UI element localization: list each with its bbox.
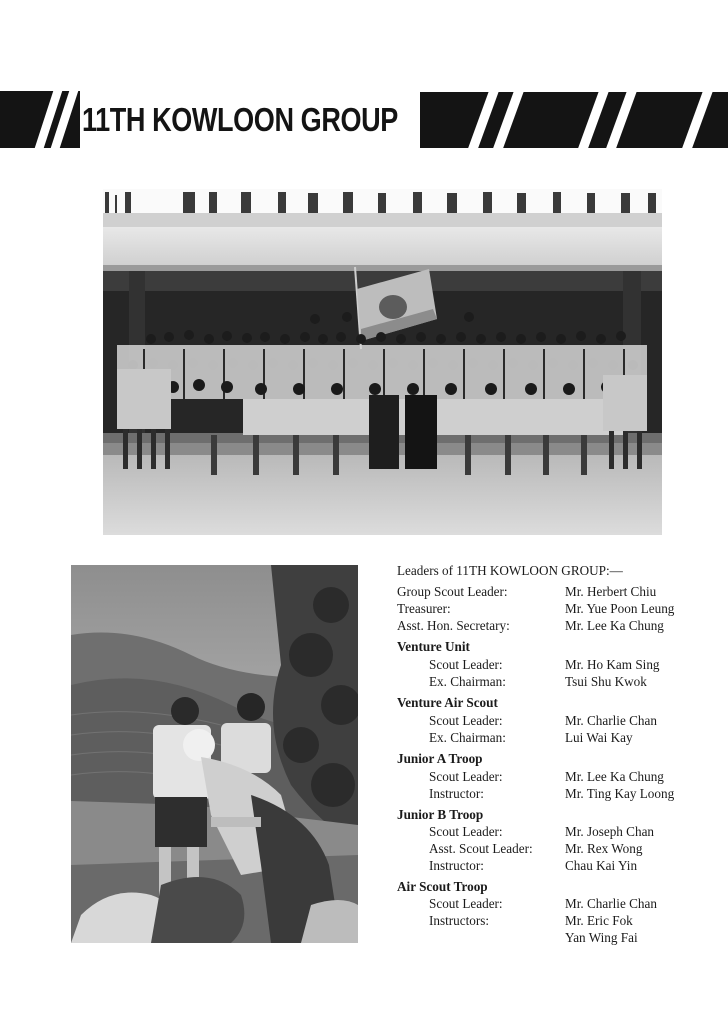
- leader-role: Treasurer:: [397, 601, 451, 616]
- leader-name: Mr. Yue Poon Leung: [565, 601, 675, 616]
- leader-role: Scout Leader:: [429, 657, 503, 672]
- leader-name: Chau Kai Yin: [565, 858, 638, 873]
- leader-row: [397, 674, 717, 691]
- leader-role: Instructor:: [429, 786, 484, 801]
- leader-row: [397, 824, 717, 841]
- leader-name: Mr. Eric Fok: [565, 913, 633, 928]
- leader-role: Asst. Hon. Secretary:: [397, 618, 510, 633]
- section-title-air-scout-troop: Air Scout Troop: [397, 879, 488, 894]
- leader-name: Mr. Herbert Chiu: [565, 584, 657, 599]
- group-photo: [103, 189, 662, 535]
- leader-row: [397, 896, 717, 913]
- banner-right-stripes: [420, 92, 728, 148]
- leader-role: Asst. Scout Leader:: [429, 841, 533, 856]
- section-title-venture-air-scout: Venture Air Scout: [397, 695, 498, 710]
- leader-row: [397, 930, 717, 947]
- leader-name: Lui Wai Kay: [565, 730, 633, 745]
- leader-role: Instructors:: [429, 913, 490, 928]
- leader-role: Scout Leader:: [429, 769, 503, 784]
- leader-row: [397, 601, 717, 618]
- leader-role: Ex. Chairman:: [429, 674, 506, 689]
- leader-name: Mr. Joseph Chan: [565, 824, 655, 839]
- leader-row: [397, 858, 717, 875]
- leader-role: Scout Leader:: [429, 713, 503, 728]
- page-title: 11TH KOWLOON GROUP: [82, 101, 398, 138]
- leader-name: Mr. Ting Kay Loong: [565, 786, 675, 801]
- leader-role: Group Scout Leader:: [397, 584, 508, 599]
- leader-role: Ex. Chairman:: [429, 730, 506, 745]
- leader-row: [397, 786, 717, 803]
- leader-row: [397, 769, 717, 786]
- leader-name: Mr. Charlie Chan: [565, 713, 657, 728]
- leader-row: [397, 913, 717, 930]
- leader-name: Mr. Lee Ka Chung: [565, 618, 664, 633]
- leader-name: Mr. Lee Ka Chung: [565, 769, 664, 784]
- leader-row: [397, 618, 717, 635]
- leader-row: [397, 713, 717, 730]
- section-title-junior-a-troop: Junior A Troop: [397, 751, 483, 766]
- outing-photo-image: [71, 565, 358, 943]
- leader-row: [397, 584, 717, 601]
- leader-name: Mr. Rex Wong: [565, 841, 643, 856]
- leader-row: [397, 841, 717, 858]
- group-photo-image: [103, 189, 662, 535]
- leader-role: Scout Leader:: [429, 896, 503, 911]
- leader-role: Instructor:: [429, 858, 484, 873]
- section-title-venture-unit: Venture Unit: [397, 639, 470, 654]
- leader-row: [397, 730, 717, 747]
- section-title-junior-b-troop: Junior B Troop: [397, 807, 484, 822]
- banner-left-stripes: [0, 91, 80, 148]
- leader-role: Scout Leader:: [429, 824, 503, 839]
- leader-name: Mr. Charlie Chan: [565, 896, 657, 911]
- outing-photo: [71, 565, 358, 943]
- leader-name: Mr. Ho Kam Sing: [565, 657, 660, 672]
- leader-row: [397, 657, 717, 674]
- leader-name: Tsui Shu Kwok: [565, 674, 647, 689]
- leader-name: Yan Wing Fai: [565, 930, 638, 945]
- leaders-heading: Leaders of 11TH KOWLOON GROUP:—: [397, 563, 623, 578]
